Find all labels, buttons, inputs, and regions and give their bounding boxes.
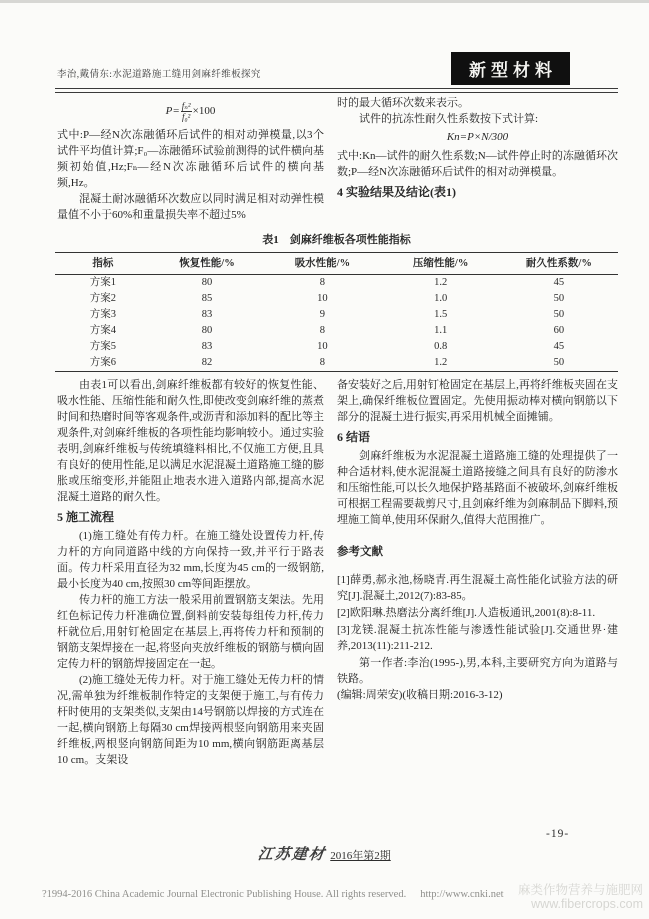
- watermark-line1: 麻类作物营养与施肥网: [517, 883, 643, 897]
- table-header-row: [55, 253, 618, 275]
- cell-value: 50: [553, 357, 565, 368]
- journal-footer-mark: [0, 843, 649, 864]
- continuation-line: 时的最大循环次数来表示。: [337, 97, 469, 109]
- section-5-heading: 5 施工流程: [57, 510, 115, 524]
- section-4-heading: 4 实验结果及结论(表1): [337, 185, 456, 199]
- reference-item: [3]龙镁.混凝土抗冻性能与渗透性能试验[J].交通世界·建养,2013(11):211-212.: [337, 624, 618, 652]
- durability-lead-in: 试件的抗冻性耐久性系数按下式计算:: [359, 113, 539, 125]
- running-title: 李治,戴倩东:水泥道路施工缝用剑麻纤维板探究: [57, 70, 261, 80]
- col-header-durability: 耐久性系数/%: [500, 253, 618, 275]
- cell-value: 80: [201, 277, 213, 288]
- reference-item: [2]欧阳琳.热磨法分离纤维[J].人造板通讯,2001(8):8-11.: [337, 607, 596, 619]
- cell-value: 9: [319, 309, 326, 320]
- right-column-bottom: [337, 377, 618, 703]
- cell-value: 60: [553, 325, 565, 336]
- journal-issue: 2016年第2期: [330, 850, 391, 862]
- freeze-thaw-criteria-para: 混凝土耐冰融循环次数应以同时满足相对动弹性模量值不小于60%和重量损失率不超过5%: [57, 193, 324, 221]
- formula1-notation-para: 式中:P—经N次冻融循环后试件的相对动弹模量,以3个试件平均值计算;F₀—冻融循环试验前测得的试件横向基频初始值,Hz;Fₙ—经N次冻融循环后试件的横向基频,Hz。: [57, 129, 324, 189]
- cell-value: 1.2: [434, 357, 448, 368]
- cell-value: 8: [319, 357, 326, 368]
- table-row: [55, 275, 618, 292]
- formula-denominator: f₀²: [182, 111, 191, 122]
- col-header-compression: 压缩性能/%: [382, 253, 500, 275]
- category-badge: 新型材料: [451, 52, 570, 85]
- cell-value: 83: [201, 309, 213, 320]
- cell-scheme: 方案1: [89, 277, 116, 288]
- left-column-top: [57, 97, 324, 223]
- no-dowel-para: (2)施工缝处无传力杆。对于施工缝处无传力杆的情况,需单独为纤维板制作特定的支架便于施工,与有传力杆时使用的支架类似,支架由14号钢筋以焊接的方式连在一起,横向钢筋上每隔30 cm焊接两根竖向钢筋用来夹固纤维板,两根竖向钢筋间距为10 mm,横向钢筋距离基层10 cm。支架设: [57, 674, 324, 766]
- formula-relative-dynamic-modulus: [57, 100, 324, 122]
- table-row: [55, 355, 618, 372]
- scan-edge-strip: [0, 0, 649, 3]
- cell-value: 0.8: [434, 341, 448, 352]
- cell-value: 50: [553, 309, 565, 320]
- cell-value: 45: [553, 277, 565, 288]
- section-6-heading: 6 结语: [337, 430, 371, 444]
- table-row: [55, 323, 618, 339]
- cell-scheme: 方案5: [89, 341, 116, 352]
- cell-scheme: 方案4: [89, 325, 116, 336]
- cell-value: 8: [319, 325, 326, 336]
- table-row: [55, 291, 618, 307]
- table-row: [55, 307, 618, 323]
- support-install-para: 备安装好之后,用射钉枪固定在基层上,再将纤维板夹固在支架上,确保纤维板位置固定。先使用振动棒对横向钢筋以下部分的混凝土进行振实,再采用机械全面摊铺。: [337, 379, 618, 423]
- performance-table: [55, 252, 618, 372]
- cell-value: 1.0: [434, 293, 448, 304]
- performance-table-block: [55, 234, 618, 372]
- col-header-indicator: 指标: [55, 253, 151, 275]
- cell-value: 80: [201, 325, 213, 336]
- journal-name-script: 江苏建材: [256, 847, 328, 863]
- left-column-bottom: [57, 377, 324, 768]
- formula2-notation-para: 式中:Kn—试件的耐久性系数;N—试件停止时的冻融循环次数;P—经N次冻融循环后试件的相对动弹模量。: [337, 150, 618, 178]
- cell-value: 1.2: [434, 277, 448, 288]
- formula-numerator: fₙ²: [181, 100, 191, 111]
- cell-scheme: 方案2: [89, 293, 116, 304]
- table-row: [55, 339, 618, 355]
- fibercrops-watermark: [518, 883, 643, 911]
- cell-value: 8: [319, 277, 326, 288]
- page-number: -19-: [546, 828, 570, 840]
- watermark-line2: www.fibercrops.com: [531, 897, 643, 911]
- cnki-url: http://www.cnki.net: [420, 889, 504, 900]
- cell-value: 45: [553, 341, 565, 352]
- cell-value: 85: [201, 293, 213, 304]
- dowel-bar-para: (1)施工缝处有传力杆。在施工缝处设置传力杆,传力杆的方向同道路中线的方向保持一致,并平行于路表面。传力杆采用直径为32 mm,长度为45 cm的一级钢筋,最小长度为40 cm,按照30 cm等间距摆放。: [57, 530, 324, 590]
- references-heading: 参考文献: [337, 546, 383, 558]
- col-header-absorption: 吸水性能/%: [263, 253, 381, 275]
- cell-value: 50: [553, 293, 565, 304]
- right-column-top: [337, 95, 618, 203]
- header-rule: [55, 88, 618, 93]
- formula-rhs: ×100: [192, 105, 216, 117]
- first-author-note: 第一作者:李治(1995-),男,本科,主要研究方向为道路与铁路。: [337, 657, 618, 685]
- results-discussion-para: 由表1可以看出,剑麻纤维板都有较好的恢复性能、吸水性能、压缩性能和耐久性,即使改变剑麻纤维的蒸煮时间和热磨时间等客观条件,或沥青和添加料的配比等主观条件,对剑麻纤维板的各项性能均影响较小。通过实验表明,剑麻纤维板与传统填缝料相比,不仅施工方便,且具有良好的使用性能,足以满足水泥混凝土道路施工缝的膨胀或压缩变形,并能阻止地表水进入道路内部,提高水泥混凝土道路的耐久性。: [57, 379, 324, 503]
- formula-fraction: [181, 101, 192, 122]
- conclusion-para: 剑麻纤维板为水泥混凝土道路施工缝的处理提供了一种合适材料,使水泥混凝土道路接缝之间具有良好的防渗水和压缩性能,可以长久地保护路基路面不被破坏,剑麻纤维板可根据工程需要裁剪尺寸,且剑麻纤维为剑麻制品下脚料,预埋施工简单,使用环保耐久,值得大范围推广。: [337, 450, 618, 526]
- dowel-method-para: 传力杆的施工方法一般采用前置钢筋支架法。先用红色标记传力杆准确位置,倒料前安装每组传力杆,传力杆就位后,用射钉枪固定在基层上,再将传力杆和预制的钢筋支架焊接在一起,将竖向夹放纤维板的钢筋与横向固定传力杆的钢筋焊接固定在一起。: [57, 594, 324, 670]
- cell-scheme: 方案3: [89, 309, 116, 320]
- copyright-text: ?1994-2016 China Academic Journal Electronic Publishing House. All rights reserved.: [42, 889, 407, 900]
- col-header-recovery: 恢复性能/%: [151, 253, 264, 275]
- table-caption: 表1 剑麻纤维板各项性能指标: [262, 234, 411, 246]
- cell-value: 82: [201, 357, 213, 368]
- cell-value: 83: [201, 341, 213, 352]
- references-list: [337, 572, 618, 654]
- cell-value: 1.5: [434, 309, 448, 320]
- reference-item: [1]薛勇,郝永池,杨晓青.再生混凝土高性能化试验方法的研究[J].混凝土,2012(7):83-85。: [337, 574, 618, 602]
- cell-value: 1.1: [434, 325, 448, 336]
- editor-date-note: (编辑:周荣安)(收稿日期:2016-3-12): [337, 689, 503, 701]
- cell-value: 10: [317, 341, 328, 352]
- cell-scheme: 方案6: [89, 357, 116, 368]
- formula-durability-coefficient: Kn=P×N/300: [446, 131, 509, 143]
- formula-lhs: P=: [165, 105, 180, 117]
- cell-value: 10: [317, 293, 328, 304]
- cnki-copyright-line: [42, 889, 504, 900]
